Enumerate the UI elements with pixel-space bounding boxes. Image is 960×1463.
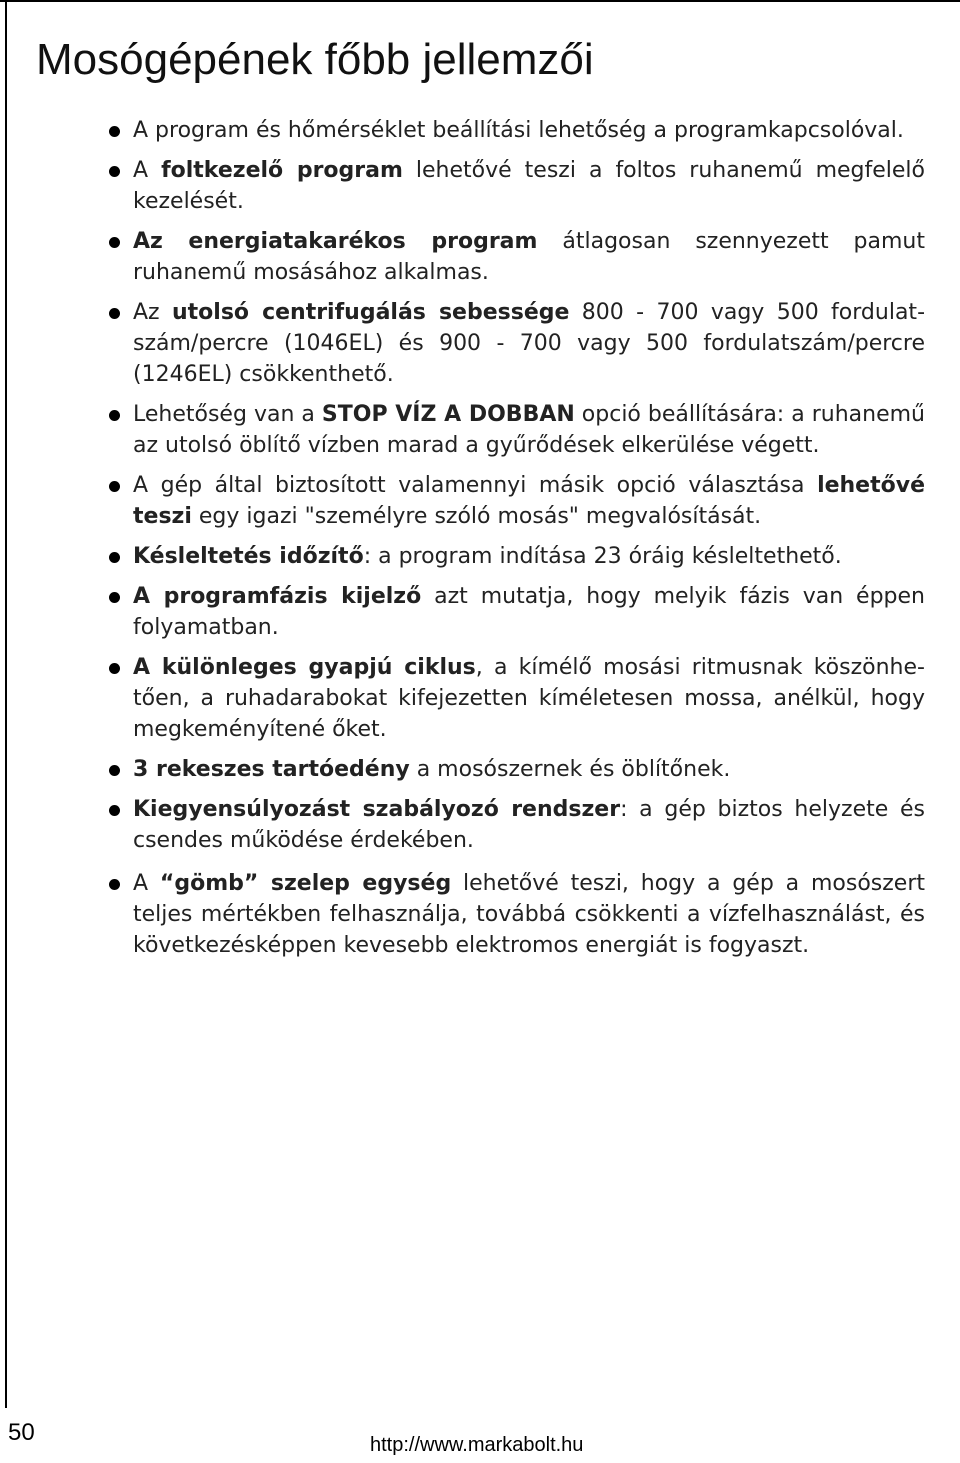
bullet-icon [109, 592, 120, 603]
bullet-icon [109, 663, 120, 674]
feature-highlight-text: “gömb” szelep egység [159, 871, 452, 896]
feature-list-item [133, 399, 925, 461]
feature-list-item [133, 297, 925, 390]
feature-text: : a gép biztos helyzete és csendes működése érdekében. [133, 797, 925, 853]
feature-list-item [133, 581, 925, 643]
feature-text: A gép által biztosított valamennyi másik opció választása [133, 473, 818, 498]
feature-highlight-text: Késleltetés időzítő [133, 544, 364, 569]
feature-list-item [133, 754, 925, 785]
feature-highlight-text: utolsó centrifugálás sebessége [171, 300, 570, 325]
feature-list-item [133, 652, 925, 745]
feature-highlight-text: 3 rekeszes tartóedény [133, 757, 410, 782]
feature-list-item [133, 794, 925, 856]
feature-list-item [133, 470, 925, 532]
feature-text: Az [133, 300, 172, 325]
bullet-icon [109, 237, 120, 248]
feature-text: 800 - 700 vagy 500 fordulatszám/percre (1046EL) és 900 - 700 vagy 500 fordulatszám/percre (1246EL) csökkenthető. [133, 300, 926, 387]
feature-text: A program és hőmérséklet beállítási lehetőség a programkapcsolóval. [133, 118, 904, 143]
feature-text: A [133, 871, 160, 896]
feature-text: egy igazi "személyre szóló mosás" megvalósítását. [191, 504, 762, 529]
feature-text: átlagosan szennyezett pamut ruhanemű mosásához alkalmas. [133, 229, 926, 285]
bullet-icon [109, 308, 120, 319]
feature-highlight-text: A különleges gyapjú ciklus [133, 655, 476, 680]
feature-text: : a program indítása 23 óráig késleltethető. [363, 544, 842, 569]
feature-text: A [133, 158, 162, 183]
feature-text: a mosószernek és öblítőnek. [409, 757, 731, 782]
feature-text: azt mutatja, hogy melyik fázis van éppen folyamatban. [133, 584, 925, 640]
feature-highlight-text: A programfázis kijelző [133, 584, 422, 609]
bullet-icon [109, 481, 120, 492]
bullet-icon [109, 552, 120, 563]
feature-text: Lehetőség van a [133, 402, 322, 427]
feature-highlight-text: lehetővé teszi [133, 473, 925, 529]
bullet-icon [109, 805, 120, 816]
feature-list-item [133, 868, 925, 961]
feature-list-item [133, 155, 925, 217]
feature-text: , a kímélő mosási ritmusnak köszönhetően, a ruhadarabokat kifejezetten kíméletesen mossa, anélkül, hogy megkeményítené őket. [133, 655, 925, 742]
footer-url: http://www.markabolt.hu [370, 1434, 584, 1456]
feature-highlight-text: Kiegyensúlyozást szabályozó rendszer [133, 797, 621, 822]
feature-text: opció beállítására: a ruhanemű az utolsó öblítő vízben marad a gyűrődések elkerülése végett. [133, 402, 925, 458]
top-border [0, 0, 960, 2]
feature-list [133, 115, 925, 970]
feature-list-item [133, 115, 925, 146]
bullet-icon [109, 126, 120, 137]
page-number: 50 [8, 1419, 35, 1446]
bullet-icon [109, 166, 120, 177]
bullet-icon [109, 765, 120, 776]
bullet-icon [109, 879, 120, 890]
feature-text: lehetővé teszi a foltos ruhanemű megfelelő kezelését. [133, 158, 926, 214]
feature-list-item [133, 541, 925, 572]
feature-highlight-text: STOP VÍZ A DOBBAN [321, 402, 575, 427]
page-title: Mosógépének főbb jellemzői [36, 35, 594, 84]
bullet-icon [109, 410, 120, 421]
feature-text: lehetővé teszi, hogy a gép a mosószert teljes mértékben felhasználja, továbbá csökkenti a vízfelhasználást, és következésképpen kevesebb elektromos energiát is fogyaszt. [133, 871, 925, 958]
feature-highlight-text: Az energiatakarékos program [133, 229, 538, 254]
feature-list-item [133, 226, 925, 288]
left-border [5, 0, 7, 1408]
feature-highlight-text: foltkezelő program [161, 158, 403, 183]
